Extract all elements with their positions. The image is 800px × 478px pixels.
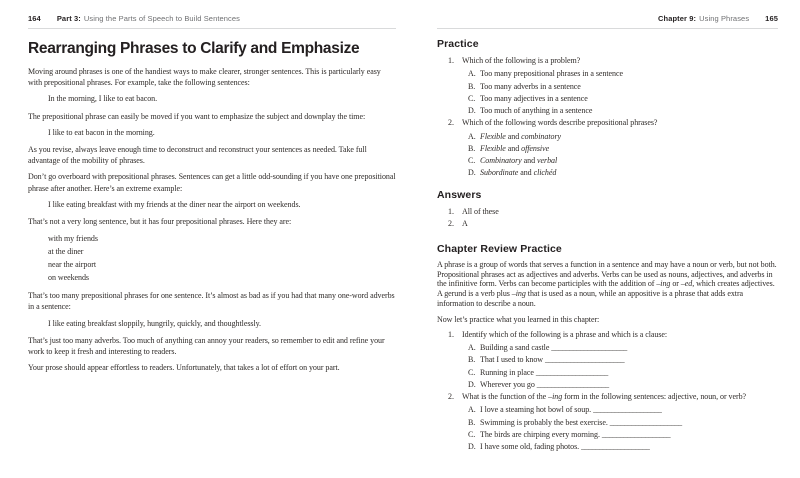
option-text: I have some old, fading photos. ___________________ — [480, 442, 650, 452]
review-option — [437, 367, 778, 378]
blank-line: ___________________ — [593, 405, 662, 415]
option-text: Swimming is probably the best exercise. ____________________ — [480, 417, 682, 427]
review-option — [437, 354, 778, 365]
answer-number: 1. — [448, 207, 454, 217]
running-head-left — [28, 14, 396, 23]
option-text: Too many prepositional phrases in a sentence — [480, 69, 623, 79]
option-letter: B. — [468, 143, 476, 153]
question-text: What is the function of the –ing form in the following sentences: adjective, noun, or verb? — [462, 392, 747, 402]
running-head-chapter-label: Chapter 9: — [658, 14, 697, 23]
answer-option — [437, 93, 778, 104]
question-number: 1. — [448, 56, 454, 65]
page-number-right: 165 — [765, 14, 778, 23]
running-head-part-label: Part 3: — [56, 14, 81, 23]
option-text: Flexible and combinatory — [480, 131, 562, 141]
header-rule-right — [437, 28, 778, 29]
answer-option — [437, 105, 778, 116]
review-question-2 — [437, 391, 778, 402]
answer-option — [437, 68, 778, 79]
page-number-left: 164 — [28, 14, 41, 23]
option-text: Too many adjectives in a sentence — [480, 93, 588, 103]
option-text: I love a steaming hot bowl of soup. ___________________ — [480, 405, 662, 415]
option-letter: D. — [468, 379, 476, 389]
answer-option — [437, 131, 778, 142]
review-option — [437, 429, 778, 440]
review-option — [437, 404, 778, 415]
example-list-item: near the airport — [48, 260, 97, 270]
option-letter: B. — [468, 355, 476, 365]
option-letter: A. — [468, 343, 476, 352]
question-text: Which of the following is a problem? — [462, 56, 581, 65]
blank-line: _____________________ — [551, 343, 627, 352]
running-head-right — [437, 14, 778, 23]
review-option — [437, 441, 778, 452]
review-paragraph: A phrase is a group of words that serves a function in a sentence and may have a noun or verb, but not both. Propositional phrases act as adjectives and adverbs. Verbs can be used as nouns, adjectives, and adverbs in the infinitive form. Verbs can become participles with the addition of –ing or –ed, which creates adjectives. A gerund is a verb plus –ing that is used as a noun, while an appositive is a phrase that adds extra information to describe a noun. — [437, 260, 777, 308]
option-letter: A. — [468, 405, 476, 415]
blank-line: ___________________ — [581, 442, 650, 452]
option-letter: C. — [468, 93, 476, 103]
paragraph: That’s just too many adverbs. Too much of anything can annoy your readers, so remember to edit and refine your work to keep it fresh and interesting to readers. — [28, 335, 385, 357]
running-head-chapter-title: Using Phrases — [699, 14, 750, 23]
option-text: Too much of anything in a sentence — [480, 106, 593, 116]
paragraph: Moving around phrases is one of the handiest ways to make clearer, stronger sentences. This is particularly easy with prepositional phrases. For example, take the following sentences: — [28, 67, 381, 88]
question-number: 2. — [448, 118, 454, 128]
blank-line: ____________________ — [536, 379, 609, 389]
blank-line: ______________________ — [545, 355, 625, 365]
paragraph: That’s too many prepositional phrases for one sentence. It’s almost as bad as if you had that many one-word adverbs in a sentence: — [28, 291, 395, 312]
review-intro: Now let’s practice what you learned in this chapter: — [437, 314, 600, 324]
blank-line: ____________________ — [609, 417, 682, 427]
question-number: 2. — [448, 392, 454, 402]
option-text: Subordinate and clichéd — [480, 168, 557, 178]
example-sentence: I like eating breakfast sloppily, hungrily, quickly, and thoughtlessly. — [48, 318, 262, 328]
answer-text: A — [462, 219, 468, 229]
answer-number: 2. — [448, 219, 454, 229]
answer-option — [437, 81, 778, 92]
practice-question-2 — [437, 117, 778, 128]
question-text: Identify which of the following is a phrase and which is a clause: — [462, 329, 668, 339]
paragraph: Don’t go overboard with prepositional phrases. Sentences can get a little odd-sounding if you have one prepositional phrase after another. Here’s an extreme example: — [28, 172, 396, 193]
answer-item — [437, 206, 778, 218]
option-letter: C. — [468, 429, 476, 439]
example-sentence: I like eating breakfast with my friends at the diner near the airport on weekends. — [48, 199, 301, 209]
option-letter: B. — [468, 417, 476, 427]
answer-option — [437, 155, 778, 166]
option-text: Running in place ____________________ — [480, 367, 608, 377]
answer-item — [437, 218, 778, 230]
option-letter: A. — [468, 69, 476, 79]
paragraph: As you revise, always leave enough time to deconstruct and reconstruct your sentences as needed. Take full advantage of the mobility of phrases. — [28, 145, 367, 166]
option-letter: B. — [468, 81, 476, 91]
page-left — [28, 0, 396, 378]
section-title: Rearranging Phrases to Clarify and Emphasize — [28, 40, 360, 57]
option-letter: A. — [468, 131, 476, 141]
question-number: 1. — [448, 329, 454, 339]
answer-text: All of these — [462, 207, 499, 217]
left-body-copy — [28, 66, 396, 373]
option-text: The birds are chirping every morning. ___________________ — [480, 429, 671, 439]
option-letter: D. — [468, 168, 476, 178]
option-text: Flexible and offensive — [480, 143, 550, 153]
answers-heading: Answers — [437, 189, 482, 202]
review-heading: Chapter Review Practice — [437, 243, 562, 256]
page-right — [437, 0, 778, 454]
example-sentence: I like to eat bacon in the morning. — [48, 127, 155, 137]
example-list-item: on weekends — [48, 273, 89, 283]
example-list-item: with my friends — [48, 234, 98, 244]
answer-option — [437, 167, 778, 178]
example-list-item: at the diner — [48, 247, 84, 257]
review-option — [437, 342, 778, 353]
blank-line: ___________________ — [601, 429, 671, 439]
paragraph: That’s not a very long sentence, but it has four prepositional phrases. Here they are: — [28, 217, 292, 227]
review-option — [437, 417, 778, 428]
option-text: That I used to know ______________________ — [480, 355, 625, 365]
option-text: Too many adverbs in a sentence — [480, 81, 581, 91]
example-list — [48, 232, 396, 284]
option-letter: C. — [468, 367, 476, 377]
option-letter: C. — [468, 156, 476, 166]
option-text: Wherever you go ____________________ — [480, 379, 609, 389]
header-rule-left — [28, 28, 396, 29]
paragraph: Your prose should appear effortless to readers. Unfortunately, that takes a lot of effort on your part. — [28, 363, 340, 373]
running-head-part-title: Using the Parts of Speech to Build Sentences — [83, 14, 241, 23]
paragraph: The prepositional phrase can easily be moved if you want to emphasize the subject and downplay the time: — [28, 111, 366, 121]
question-text: Which of the following words describe prepositional phrases? — [462, 118, 658, 128]
option-text: Combinatory and verbal — [480, 156, 558, 166]
blank-line: ____________________ — [535, 367, 608, 377]
review-option — [437, 379, 778, 390]
option-letter: D. — [468, 106, 476, 116]
option-text: Building a sand castle _____________________ — [480, 343, 627, 352]
practice-question-1 — [437, 55, 778, 66]
answer-option — [437, 143, 778, 154]
review-question-1 — [437, 329, 778, 340]
practice-heading: Practice — [437, 38, 479, 50]
example-sentence: In the morning, I like to eat bacon. — [48, 94, 158, 104]
option-letter: D. — [468, 442, 476, 452]
